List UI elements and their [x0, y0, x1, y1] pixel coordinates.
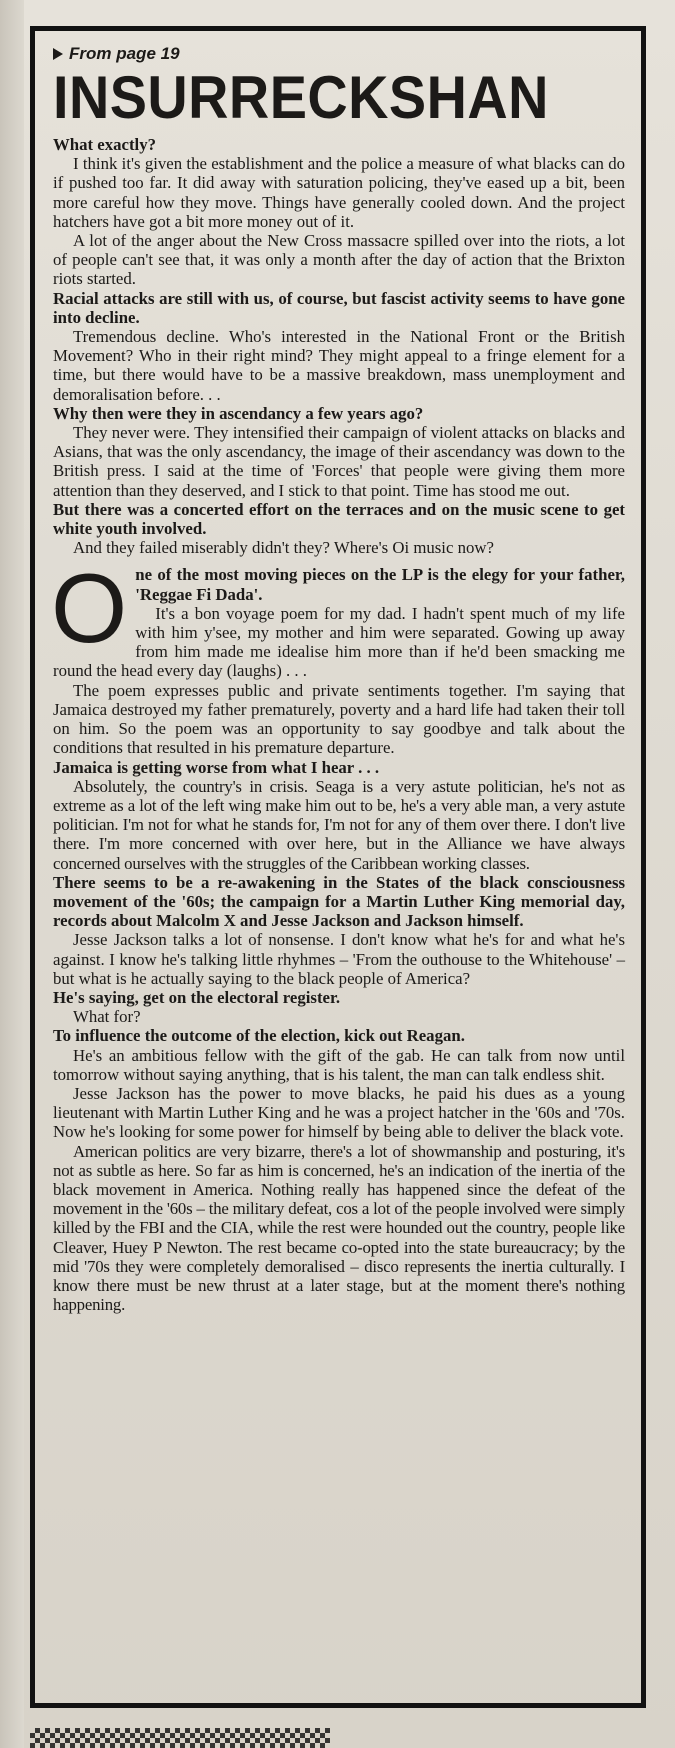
answer: Jesse Jackson has the power to move blacks, he paid his dues as a young lieutenant with Martin Luther King and he was a project hatcher in the '60s and '70s. Now he's looking for some power for himself by being able to deliver the black vote.	[53, 1083, 625, 1142]
answer: The poem expresses public and private sentiments together. I'm saying that Jamaica destroyed my father prematurely, poverty and a hard life had taken their toll on him. So the poem was an opportunity to say goodbye and talk about the conditions that resulted in his premature departure.	[53, 680, 625, 758]
question: Racial attacks are still with us, of course, but fascist activity seems to have gone into decline.	[53, 288, 625, 327]
triangle-right-icon	[53, 48, 63, 60]
question: He's saying, get on the electoral register.	[53, 987, 341, 1007]
from-page-label: From page 19	[69, 44, 180, 63]
article-box	[30, 26, 646, 1708]
answer: They never were. They intensified their campaign of violent attacks on blacks and Asians, that was the only ascendancy, the image of their ascendancy was down to the British press. I said at the time of 'Forces' that people were giving them more attention than they deserved, and I stick to that point. Time has stood me out.	[53, 423, 625, 500]
question: Why then were they in ascendancy a few years ago?	[53, 403, 424, 423]
answer: A lot of the anger about the New Cross massacre spilled over into the riots, a lot of people can't see that, it was only a month after the day of action that the Brixton riots started.	[53, 231, 625, 289]
continuation-line	[53, 43, 625, 65]
answer: It's a bon voyage poem for my dad. I hadn't spent much of my life with him y'see, my mother and him were separated. Gowing up away from him made me idealise him more than if he'd been smacking me round the head every day (laughs) . . .	[53, 603, 625, 681]
page-margin	[0, 0, 24, 1748]
headline: INSURRECKSHAN	[53, 64, 549, 131]
answer: Tremendous decline. Who's interested in the National Front or the British Movement? Who in their right mind? They might appeal to a fringe element for a time, but there would have to be a massive breakdown, mass unemployment and demoralisation before. . .	[53, 327, 625, 404]
next-article-strip	[30, 1722, 646, 1748]
question: To influence the outcome of the election, kick out Reagan.	[53, 1026, 465, 1046]
answer: And they failed miserably didn't they? Where's Oi music now?	[73, 538, 494, 558]
answer: American politics are very bizarre, there's a lot of showmanship and posturing, it's not as subtle as here. So far as him is concerned, he's an indication of the inertia of the black movement in America. Nothing really has happened since the defeat of the movement in the '60s – the military defeat, cos a lot of the people involved were simply killed by the FBI and the CIA, while the rest were hounded out the country, people like Cleaver, Huey P Newton. The rest became co-opted into the state bureaucracy; by the mid '70s they were completely demoralised – disco represents the inertia culturally. I know there must be new thrust at a later stage, but at the moment there's nothing happening.	[53, 1141, 625, 1315]
lead-question: ne of the most moving pieces on the LP is the elegy for your father, 'Reggae Fi Dada'.	[135, 565, 625, 604]
answer: He's an ambitious fellow with the gift of the gab. He can talk from now until tomorrow without saying anything, that is his talent, the man can talk endless shit.	[53, 1045, 625, 1084]
article-body	[53, 135, 625, 1314]
checker-border-decoration	[30, 1728, 330, 1748]
article-content	[53, 43, 625, 1314]
question: There seems to be a re-awakening in the States of the black consciousness movement of the '60s; the campaign for a Martin Luther King memorial day, records about Malcolm X and Jesse Jackson and Jackson himself.	[53, 872, 625, 931]
question: But there was a concerted effort on the terraces and on the music scene to get white youth involved.	[53, 499, 625, 539]
answer: I think it's given the establishment and the police a measure of what blacks can do if pushed too far. It did away with saturation policing, they've eased up a bit, been more careful how they move. Things have generally cooled down. And the project hatchers have got a bit more money out of it.	[53, 154, 625, 231]
question: What exactly?	[53, 135, 156, 154]
question: Jamaica is getting worse from what I hear . . .	[53, 757, 380, 777]
drop-cap: O	[51, 553, 128, 664]
section-two	[51, 553, 625, 1315]
answer: Jesse Jackson talks a lot of nonsense. I don't know what he's for and what he's against. I know he's talking little rhyhmes – 'From the outhouse to the Whitehouse' – but what is he actually saying to the black people of America?	[53, 930, 625, 988]
answer: Absolutely, the country's in crisis. Seaga is a very astute politician, he's not as extreme as a lot of the left wing make him out to be, he's a very able man, a very astute politician. I'm not for what he stands for, I'm not for any of them over there. I don't live there. I'm more concerned with over here, but in the Alliance we have always concerned ourselves with the struggles of the Caribbean working classes.	[53, 776, 625, 873]
answer: What for?	[73, 1007, 141, 1027]
